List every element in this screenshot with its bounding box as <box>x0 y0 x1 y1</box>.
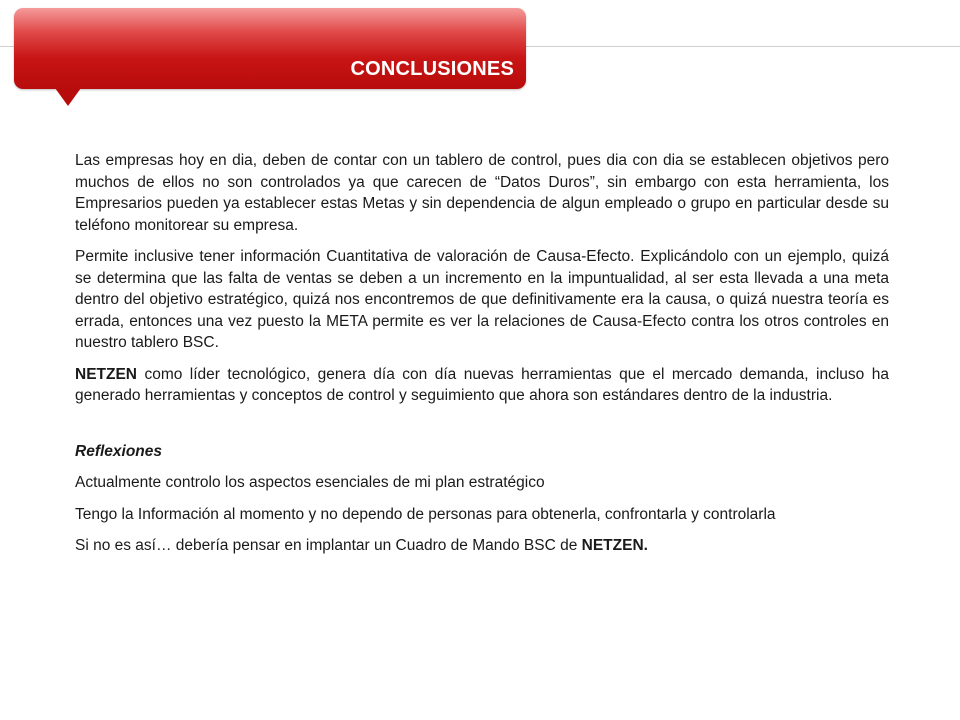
title-banner-pointer <box>55 88 81 106</box>
reflexion-item-2: Tengo la Información al momento y no dependo de personas para obtenerla, confrontarla y controlarla <box>75 505 776 523</box>
title-banner <box>14 8 526 89</box>
reflexion-item-3 <box>75 535 889 557</box>
brand-name: NETZEN <box>75 365 137 383</box>
conclusion-paragraph-2: Permite inclusive tener información Cuantitativa de valoración de Causa-Efecto. Explicándolo con un ejemplo, quizá se determina que las falta de ventas se deben a un incremento en la impuntualidad, al ser esta llevada a una meta dentro del objetivo estratégico, quizá nos encontremos de que definitivamente era la causa, o quizá nuestra teoría es errada, entonces una vez puesto la META permite es ver la relaciones de Causa-Efecto contra los otros controles en nuestro tablero BSC. <box>75 248 889 351</box>
brand-name-closing: NETZEN. <box>581 537 648 554</box>
reflexion-item-3-text: Si no es así… debería pensar en implantar un Cuadro de Mando BSC de <box>75 537 582 554</box>
slide-body <box>75 150 889 567</box>
reflexion-item-1: Actualmente controlo los aspectos esenciales de mi plan estratégico <box>75 474 545 491</box>
page-title: CONCLUSIONES <box>350 58 514 80</box>
conclusion-paragraph-1: Las empresas hoy en dia, deben de contar con un tablero de control, pues dia con dia se establecen objetivos pero muchos de ellos no son controlados ya que carecen de “Datos Duros”, sin embargo con esta herramienta, los Empresarios pueden ya establecer estas Metas y sin dependencia de algun empleado o grupo en particular desde su teléfono monitorear su empresa. <box>75 152 889 234</box>
conclusion-paragraph-3 <box>75 364 889 407</box>
reflexiones-heading: Reflexiones <box>75 442 163 460</box>
conclusion-paragraph-3-text: como líder tecnológico, genera día con día nuevas herramientas que el mercado demanda, incluso ha generado herramientas y conceptos de control y seguimiento que ahora son estándares dentro de la industria. <box>75 365 889 404</box>
